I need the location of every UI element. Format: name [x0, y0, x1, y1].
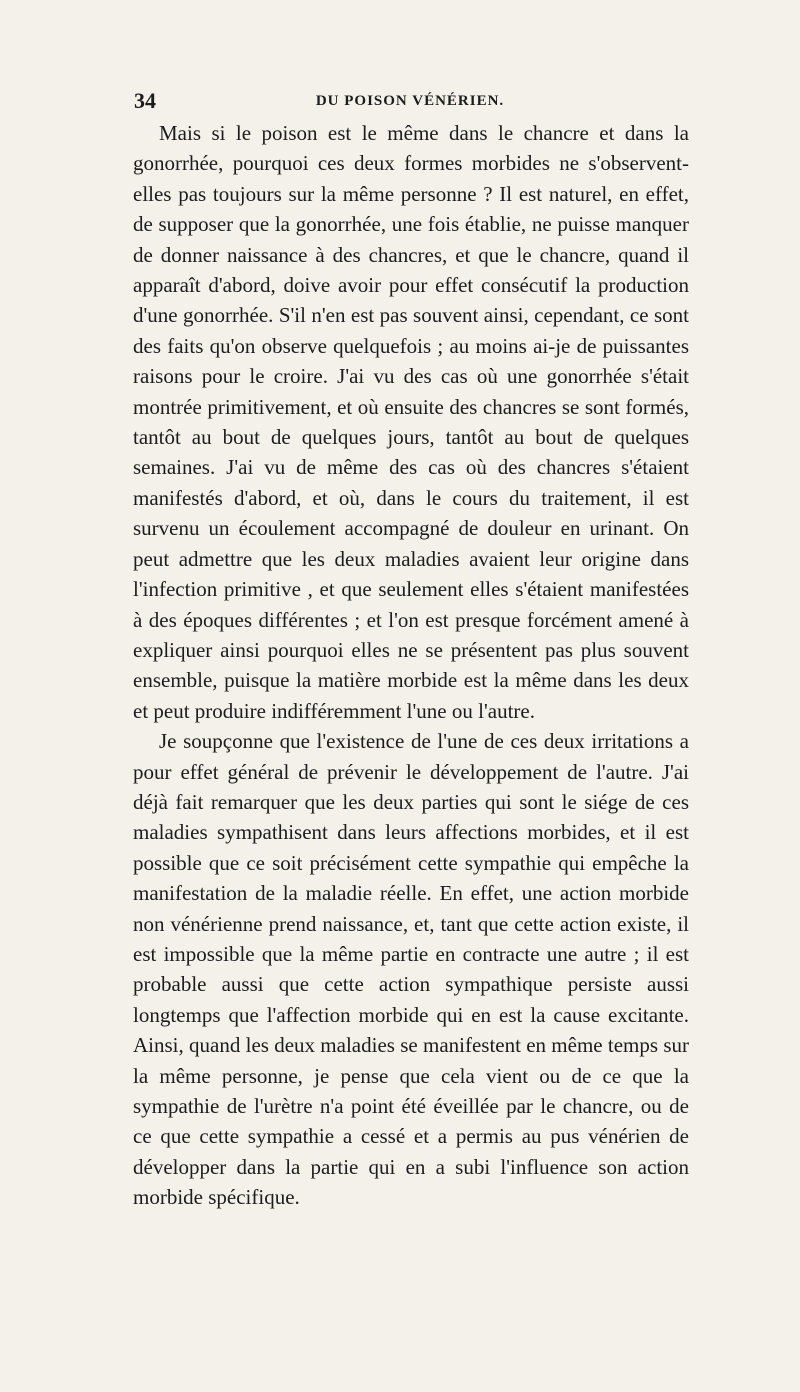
page-header — [130, 88, 690, 118]
body-text — [133, 118, 689, 1213]
paragraph: Je soupçonne que l'existence de l'une de ces deux irritations a pour effet général de prévenir le développement de l'autre. J'ai déjà fait remarquer que les deux parties qui sont le siége de ces maladies sympathisent dans leurs affections morbides, et il est possible que ce soit précisément cette sympathie qui empêche la manifestation de la maladie réelle. En effet, une action morbide non vénérienne prend naissance, et, tant que cette action existe, il est impossible que la même partie en contracte une autre ; il est probable aussi que cette action sympathique persiste aussi longtemps que l'affection morbide qui en est la cause excitante. Ainsi, quand les deux maladies se manifestent en même temps sur la même personne, je pense que cela vient ou de ce que la sympathie de l'urètre n'a point été éveillée par le chancre, ou de ce que cette sympathie a cessé et a permis au pus vénérien de développer dans la partie qui en a subi l'influence son action morbide spécifique. — [133, 729, 689, 1210]
paragraph: Mais si le poison est le même dans le chancre et dans la gonorrhée, pourquoi ces deux formes morbides ne s'observent-elles pas toujours sur la même personne ? Il est naturel, en effet, de supposer que la gonorrhée, une fois établie, ne puisse manquer de donner naissance à des chancres, et que le chancre, quand il apparaît d'abord, doive avoir pour effet consécutif la production d'une gonorrhée. S'il n'en est pas souvent ainsi, cependant, ce sont des faits qu'on observe quelquefois ; au moins ai-je de puissantes raisons pour le croire. J'ai vu des cas où une gonorrhée s'était montrée primitivement, et où ensuite des chancres se sont formés, tantôt au bout de quelques jours, tantôt au bout de quelques semaines. J'ai vu de même des cas où des chancres s'étaient manifestés d'abord, et où, dans le cours du traitement, il est survenu un écoulement accompagné de douleur en urinant. On peut admettre que les deux maladies avaient leur origine dans l'infection primitive , et que seulement elles s'étaient manifestées à des époques différentes ; et l'on est presque forcément amené à expliquer ainsi pourquoi elles ne se présentent pas plus souvent ensemble, puisque la matière morbide est la même dans les deux et peut produire indifféremment l'une ou l'autre. — [133, 121, 689, 723]
running-title: DU POISON VÉNÉRIEN. — [315, 93, 505, 109]
page-number: 34 — [134, 88, 156, 113]
